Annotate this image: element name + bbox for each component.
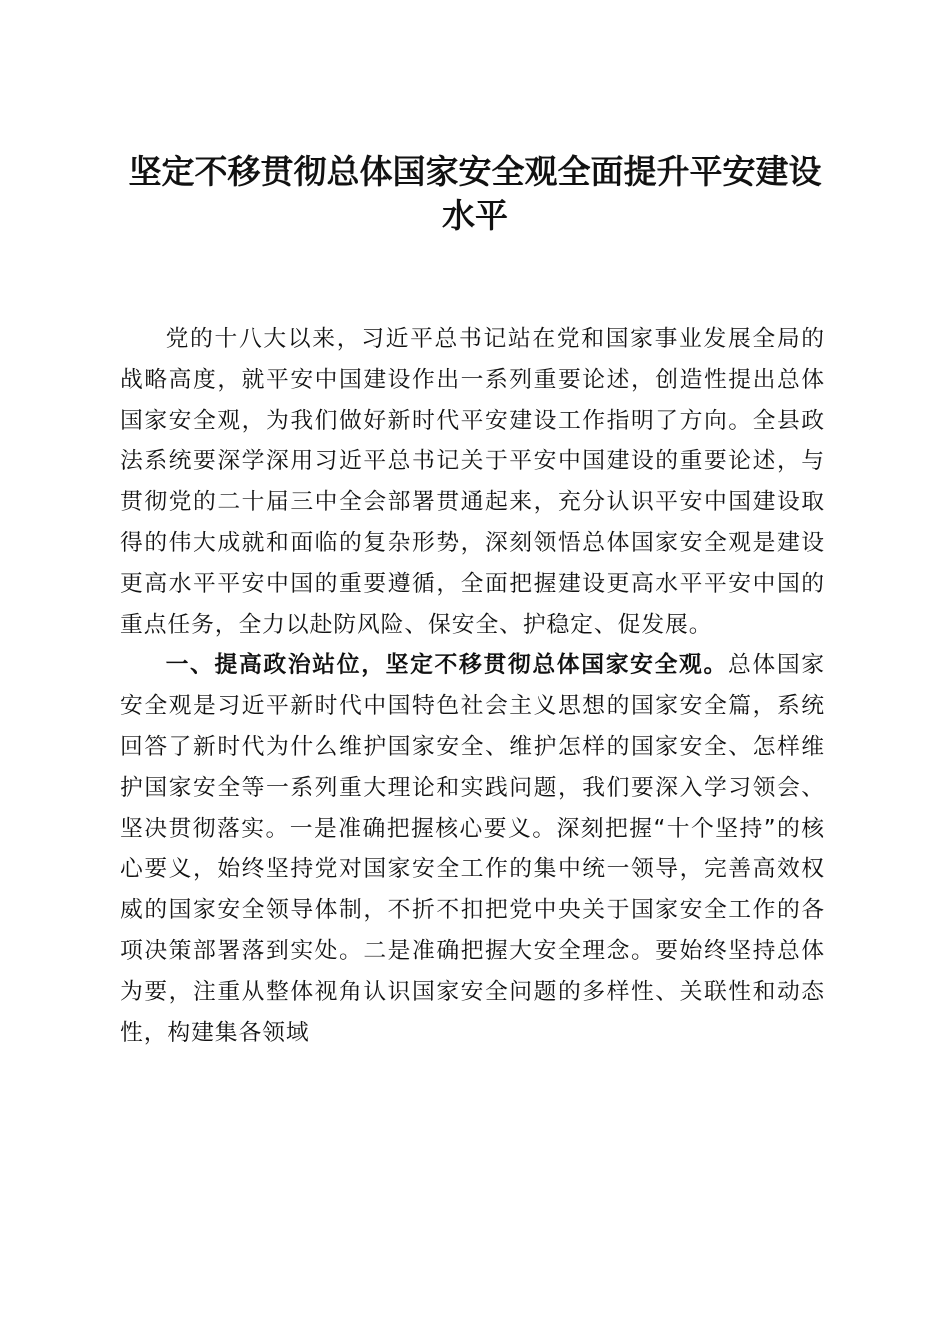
paragraph-intro-text: 党的十八大以来，习近平总书记站在党和国家事业发展全局的战略高度，就平安中国建设作出一系列重要论述，创造性提出总体国家安全观，为我们做好新时代平安建设工作指明了方向。全县政法系统要深学深用习近平总书记关于平安中国建设的重要论述，与贯彻党的二十届三中全会部署贯通起来，充分认识平安中国建设取得的伟大成就和面临的复杂形势，深刻领悟总体国家安全观是建设更高水平平安中国的重要遵循，全面把握建设更高水平平安中国的重点任务，全力以赴防风险、保安全、护稳定、促发展。 <box>120 326 825 638</box>
document-body <box>120 319 825 1053</box>
document-title: 坚定不移贯彻总体国家安全观全面提升平安建设水平 <box>128 152 822 235</box>
section-one-heading: 一、提高政治站位，坚定不移贯彻总体国家安全观。 <box>165 652 728 679</box>
paragraph-intro <box>120 319 825 645</box>
section-one-text: 总体国家安全观是习近平新时代中国特色社会主义思想的国家安全篇，系统回答了新时代为什么维护国家安全、维护怎样的国家安全、怎样维护国家安全等一系列重大理论和实践问题，我们要深入学习领会、坚决贯彻落实。一是准确把握核心要义。深刻把握“十个坚持”的核心要义，始终坚持党对国家安全工作的集中统一领导，完善高效权威的国家安全领导体制，不折不扣把党中央关于国家安全工作的各项决策部署落到实处。二是准确把握大安全理念。要始终坚持总体为要，注重从整体视角认识国家安全问题的多样性、关联性和动态性，构建集各领域 <box>120 652 825 1046</box>
paragraph-section-one <box>120 645 825 1053</box>
